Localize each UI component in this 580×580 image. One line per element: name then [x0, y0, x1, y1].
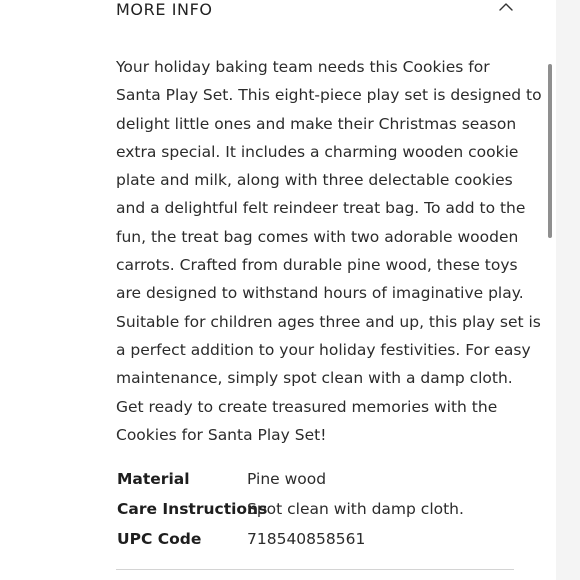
description-line: carrots. Crafted from durable pine wood, these toys	[116, 256, 518, 275]
spec-value: Pine wood	[247, 470, 327, 488]
spec-row-upc-code	[116, 524, 536, 554]
spec-value: Spot clean with damp cloth.	[247, 500, 464, 518]
section-title: MORE INFO	[116, 0, 213, 19]
description-line: extra special. It includes a charming wooden cookie	[116, 142, 519, 161]
description-line: Santa Play Set. This eight-piece play set is designed to	[116, 86, 542, 105]
spec-value: 718540858561	[247, 530, 366, 548]
product-description	[116, 53, 542, 449]
page-gutter	[556, 0, 580, 580]
spec-label: Care Instructions	[117, 500, 268, 518]
description-line: and a delightful felt reindeer treat bag. To add to the	[116, 199, 526, 218]
section-divider	[116, 569, 514, 570]
chevron-up-icon[interactable]	[497, 0, 515, 14]
description-line: are designed to withstand hours of imaginative play.	[116, 284, 524, 303]
description-line: maintenance, simply spot clean with a damp cloth.	[116, 369, 513, 388]
description-line: Get ready to create treasured memories with the	[116, 397, 498, 416]
description-line: Cookies for Santa Play Set!	[116, 425, 327, 444]
scrollbar-thumb[interactable]	[548, 64, 552, 238]
description-line: a perfect addition to your holiday festivities. For easy	[116, 340, 531, 359]
description-line: Suitable for children ages three and up, this play set is	[116, 312, 541, 331]
description-line: delight little ones and make their Christmas season	[116, 114, 517, 133]
spec-label: UPC Code	[117, 530, 202, 548]
specs-table	[116, 464, 536, 554]
description-line: Your holiday baking team needs this Cookies for	[116, 58, 490, 76]
spec-row-material	[116, 464, 536, 494]
spec-label: Material	[117, 470, 190, 488]
more-info-header[interactable]	[116, 0, 516, 24]
description-line: plate and milk, along with three delectable cookies	[116, 171, 513, 190]
description-line: fun, the treat bag comes with two adorable wooden	[116, 227, 519, 246]
spec-row-care-instructions	[116, 494, 536, 524]
